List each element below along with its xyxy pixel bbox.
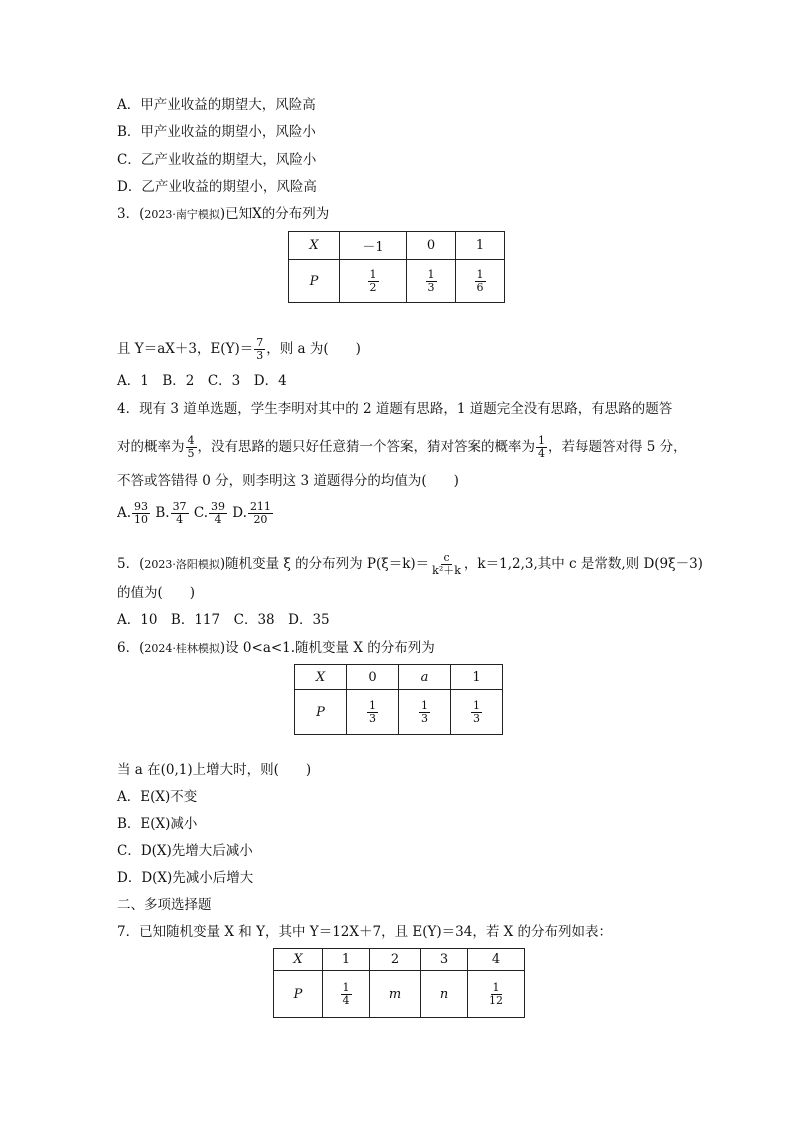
q7-prob-2: m: [370, 971, 421, 1018]
q7-distribution-table: X 1 2 3 4 P $\frac{1}{4}$ m n $\frac{1}{12}$: [273, 948, 525, 1018]
q7-prob-3: n: [421, 971, 468, 1018]
q3-condition-frac: $\frac{7}{3}$: [256, 336, 264, 362]
q6-prob-2: $\frac{1}{3}$: [421, 698, 428, 725]
q4-options: A. $\frac{93}{10}$ B. $\frac{37}{4}$ C. $\frac{39}{4}$ D. $\frac{211}{20}$: [117, 500, 271, 526]
q6-prob-3: $\frac{1}{3}$: [473, 698, 480, 725]
q7-prob-1: $\frac{1}{4}$: [342, 980, 350, 1007]
q7-prob-4: $\frac{1}{12}$: [489, 980, 503, 1007]
q3-options: A．1 B．2 C．3 D．4: [117, 373, 287, 389]
q2-option-a: A．甲产业收益的期望大，风险高: [117, 97, 316, 113]
q4-option-c: $\frac{39}{4}$: [211, 500, 225, 526]
q4-option-d: $\frac{211}{20}$: [249, 500, 271, 526]
q3-prob-3: $\frac{1}{6}$: [476, 267, 484, 294]
q6-question: 当 a 在(0,1)上增大时，则( ): [117, 762, 312, 778]
q4-line1: 4．现有 3 道单选题，学生李明对其中的 2 道题有思路，1 道题完全没有思路，有思路的题答: [117, 401, 673, 417]
q3-prob-2: $\frac{1}{3}$: [427, 267, 435, 294]
q3-prob-1: $\frac{1}{2}$: [369, 267, 377, 294]
q7-stem: 7．已知随机变量 X 和 Y，其中 Y＝12X＋7，且 E(Y)＝34，若 X 的分布列如表：: [117, 924, 613, 940]
q6-option-b: B．E(X)减小: [117, 816, 198, 832]
q3-condition: 且 Y＝aX＋3，E(Y)＝ $\frac{7}{3}$ ，则 a 为( ): [117, 336, 361, 362]
q6-source: 2024·桂林模拟: [144, 642, 220, 655]
q5-options: A．10 B．117 C．38 D．35: [117, 612, 330, 628]
q5-line2: 的值为( ): [117, 585, 196, 601]
section-heading: 二、多项选择题: [117, 897, 212, 913]
q2-option-d: D．乙产业收益的期望小，风险高: [117, 179, 317, 195]
q6-option-d: D．D(X)先减小后增大: [117, 870, 254, 886]
q5-stem: 5．(2023·洛阳模拟)随机变量 ξ 的分布列为 P(ξ＝k)＝ $\frac{c}{\text{k²＋k}}$ ，k＝1,2,3,其中 c 是常数,则 D(9ξ－3): [117, 551, 703, 577]
q6-option-c: C．D(X)先增大后减小: [117, 843, 253, 859]
q6-prob-1: $\frac{1}{3}$: [369, 698, 376, 725]
q6-option-a: A．E(X)不变: [117, 789, 198, 805]
q2-option-c: C．乙产业收益的期望大，风险小: [117, 152, 317, 168]
q3-stem: 3．(2023·南宁模拟)已知X的分布列为: [117, 206, 330, 222]
q6-distribution-table: X 0 a 1 P $\frac{1}{3}$ $\frac{1}{3}$ $\frac{1}{3}$: [294, 664, 503, 735]
q3-distribution-table: X －1 0 1 P $\frac{1}{2}$ $\frac{1}{3}$ $\frac{1}{6}$: [288, 231, 505, 303]
q4-option-a: $\frac{93}{10}$: [134, 500, 149, 526]
q4-line3: 不答或答错得 0 分，则李明这 3 道题得分的均值为( ): [117, 473, 459, 489]
q2-option-b: B．甲产业收益的期望小，风险小: [117, 124, 316, 140]
q3-source: 2023·南宁模拟: [144, 208, 220, 221]
q4-line2: 对的概率为 $\frac{4}{5}$ ，没有思路的题只好任意猜一个答案，猜对答案的概率为 $\frac{1}{4}$ ，若每题答对得 5 分，: [117, 434, 687, 460]
q4-option-b: $\frac{37}{4}$: [172, 500, 187, 526]
q6-stem: 6．(2024·桂林模拟)设 0<a<1.随机变量 X 的分布列为: [117, 640, 435, 656]
q5-source: 2023·洛阳模拟: [144, 558, 220, 571]
